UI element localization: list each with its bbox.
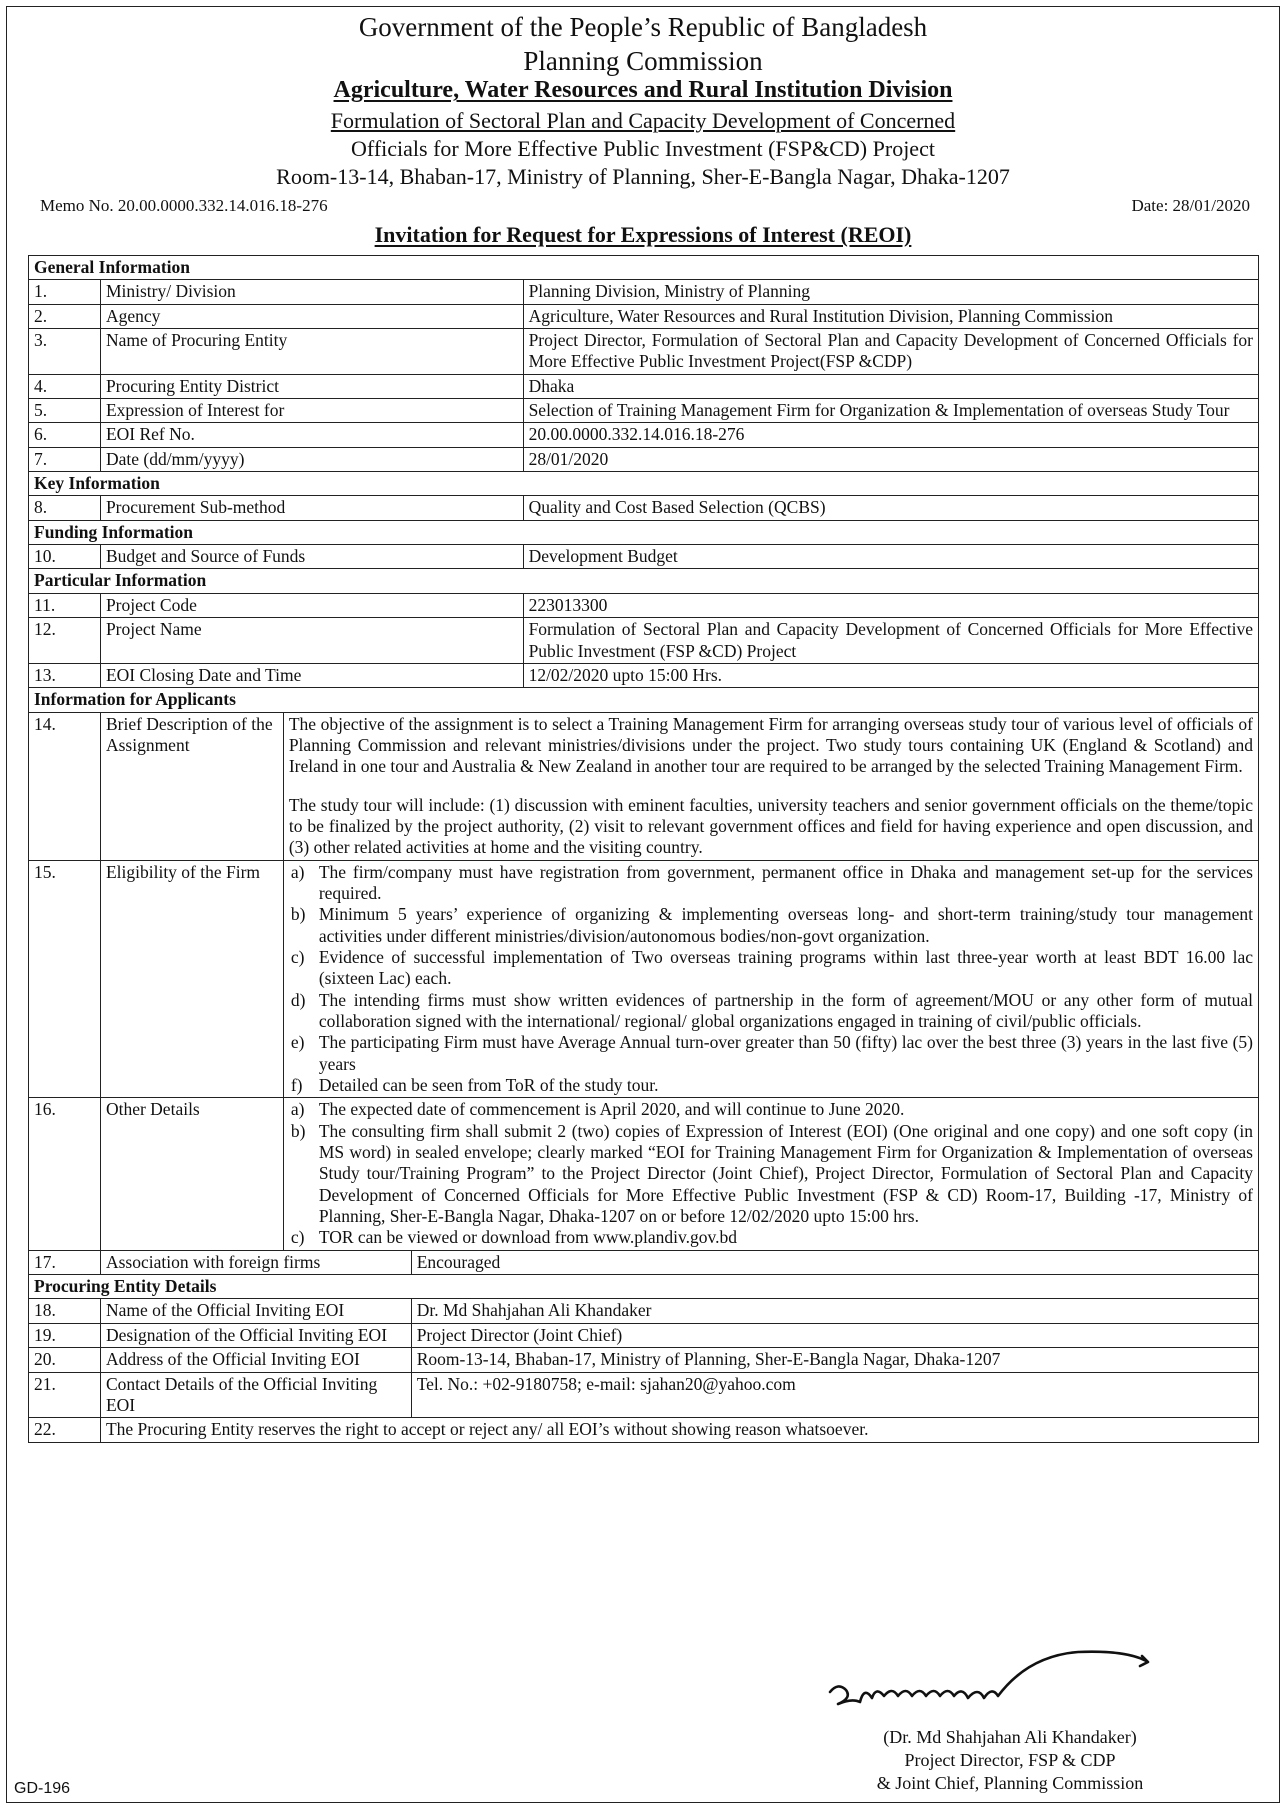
list-item xyxy=(289,904,1253,947)
table-row xyxy=(29,447,1259,471)
row-label: Eligibility of the Firm xyxy=(100,860,283,1098)
list-item xyxy=(289,1227,1253,1248)
reservation-clause: The Procuring Entity reserves the right to accept or reject any/ all EOI’s without showing reason whatsoever. xyxy=(100,1418,1258,1442)
list-item xyxy=(289,1075,1253,1096)
row-number: 1. xyxy=(29,280,101,304)
table-row xyxy=(29,860,1259,1098)
row-label: Procuring Entity District xyxy=(100,374,523,398)
row-label: Brief Description of the Assignment xyxy=(100,712,283,860)
header-project-line1: Formulation of Sectoral Plan and Capacity Development of Concerned xyxy=(330,108,956,133)
document-title: Invitation for Request for Expressions of Interest (REOI) xyxy=(374,222,912,247)
row-label: Ministry/ Division xyxy=(100,280,523,304)
section-heading: Funding Information xyxy=(29,520,1259,544)
row-label: Address of the Official Inviting EOI xyxy=(100,1348,411,1372)
table-row xyxy=(29,399,1259,423)
table-row xyxy=(29,1372,1259,1418)
row-value: Quality and Cost Based Selection (QCBS) xyxy=(523,496,1258,520)
row-value: Room-13-14, Bhaban-17, Ministry of Planning, Sher-E-Bangla Nagar, Dhaka-1207 xyxy=(411,1348,1258,1372)
header-project-line2: Officials for More Effective Public Investment (FSP&CD) Project xyxy=(351,136,935,161)
row-value: Project Director, Formulation of Sectoral Plan and Capacity Development of Concerned Officials for More Effective Public Investment Project(FSP &CDP) xyxy=(523,329,1258,375)
row-label: EOI Ref No. xyxy=(100,423,523,447)
header-government: Government of the People’s Republic of Bangladesh xyxy=(358,12,928,42)
row-number: 7. xyxy=(29,447,101,471)
row-number: 13. xyxy=(29,663,101,687)
section-row xyxy=(29,1275,1259,1299)
section-heading: Information for Applicants xyxy=(29,688,1259,712)
table-row xyxy=(29,1348,1259,1372)
row-label: Project Name xyxy=(100,618,523,664)
table-row xyxy=(29,1299,1259,1323)
table-row xyxy=(29,618,1259,664)
list-item xyxy=(289,1121,1253,1228)
reoi-table xyxy=(28,255,1259,1443)
row-label: Association with foreign firms xyxy=(100,1250,411,1274)
memo-number: Memo No. 20.00.0000.332.14.016.18-276 xyxy=(40,196,328,215)
row-label: Project Code xyxy=(100,593,523,617)
list-marker: e) xyxy=(290,1032,305,1053)
section-row xyxy=(29,256,1259,280)
section-row xyxy=(29,520,1259,544)
row-label: Budget and Source of Funds xyxy=(100,545,523,569)
list-text: The consulting firm shall submit 2 (two) copies of Expression of Interest (EOI) (One original and one copy) and one soft copy (in MS word) in sealed envelope; clearly marked “EOI for Training Management Firm for Organization & Implementation of overseas Study tour/Training Program” to the Project Director (Joint Chief), Project Director, Formulation of Sectoral Plan and Capacity Development of Concerned Officials for More Effective Public Investment (FSP & CD) Room-17, Building -17, Ministry of Planning, Sher-E-Bangla Nagar, Dhaka-1207 on or before 12/02/2020 upto 15:00 hrs. xyxy=(318,1120,1253,1227)
eligibility-list-cell xyxy=(283,860,1258,1098)
list-marker: a) xyxy=(290,1099,305,1120)
list-item xyxy=(289,1099,1253,1120)
list-marker: b) xyxy=(290,904,306,925)
row-value: 28/01/2020 xyxy=(523,447,1258,471)
section-row xyxy=(29,569,1259,593)
row-number: 8. xyxy=(29,496,101,520)
row-value: Formulation of Sectoral Plan and Capacity Development of Concerned Officials for More Effective Public Investment (FSP &CD) Project xyxy=(523,618,1258,664)
footer-code: GD-196 xyxy=(14,1780,71,1797)
header-commission: Planning Commission xyxy=(523,46,763,76)
row-value: 20.00.0000.332.14.016.18-276 xyxy=(523,423,1258,447)
table-row xyxy=(29,304,1259,328)
assignment-description xyxy=(283,712,1258,860)
row-value: 12/02/2020 upto 15:00 Hrs. xyxy=(523,663,1258,687)
list-text: TOR can be viewed or download from www.plandiv.gov.bd xyxy=(318,1227,737,1248)
list-marker: f) xyxy=(290,1075,303,1096)
list-text: The participating Firm must have Average Annual turn-over greater than 50 (fifty) lac over the best three (3) years in the last five (5) years xyxy=(318,1032,1253,1074)
row-label: Expression of Interest for xyxy=(100,399,523,423)
row-number: 11. xyxy=(29,593,101,617)
row-label: Designation of the Official Inviting EOI xyxy=(100,1323,411,1347)
row-number: 6. xyxy=(29,423,101,447)
list-text: The intending firms must show written evidences of partnership in the form of agreement/MOU or any other form of mutual collaboration signed with the international/ regional/ global organizations engaged in training of civil/public officials. xyxy=(318,989,1253,1031)
table-row xyxy=(29,496,1259,520)
assignment-objective: The objective of the assignment is to select a Training Management Firm for arranging overseas study tour of various level of officials of Planning Commission and relevant ministries/divisions under the project. Two study tours containing UK (England & Scotland) and Ireland in one tour and Australia & New Zealand in another tour are required to be arranged by the selected Training Management Firm. xyxy=(288,713,1253,777)
row-number: 12. xyxy=(29,618,101,664)
table-row xyxy=(29,423,1259,447)
row-number: 15. xyxy=(29,860,101,1098)
signatory-name: (Dr. Md Shahjahan Ali Khandaker) xyxy=(883,1727,1137,1747)
row-value: Project Director (Joint Chief) xyxy=(411,1323,1258,1347)
row-label: Contact Details of the Official Inviting EOI xyxy=(100,1372,411,1418)
list-text: Minimum 5 years’ experience of organizing & implementing overseas long- and short-term training/study tour management activities under different ministries/division/autonomous bodies/non-govt organization. xyxy=(318,904,1253,946)
row-number: 4. xyxy=(29,374,101,398)
row-value: Dhaka xyxy=(523,374,1258,398)
row-value: Dr. Md Shahjahan Ali Khandaker xyxy=(411,1299,1258,1323)
header-address: Room-13-14, Bhaban-17, Ministry of Planning, Sher-E-Bangla Nagar, Dhaka-1207 xyxy=(276,164,1010,189)
list-text: The expected date of commencement is April 2020, and will continue to June 2020. xyxy=(318,1099,905,1120)
section-row xyxy=(29,472,1259,496)
list-text: Evidence of successful implementation of Two overseas training programs within last three-year worth at least BDT 16.00 lac (sixteen Lac) each. xyxy=(318,946,1253,989)
row-number: 19. xyxy=(29,1323,101,1347)
row-number: 20. xyxy=(29,1348,101,1372)
list-marker: a) xyxy=(290,861,305,882)
row-value: Planning Division, Ministry of Planning xyxy=(523,280,1258,304)
list-marker: c) xyxy=(290,946,305,967)
row-value: Agriculture, Water Resources and Rural Institution Division, Planning Commission xyxy=(523,304,1258,328)
table-row xyxy=(29,1418,1259,1442)
table-row xyxy=(29,329,1259,375)
row-number: 16. xyxy=(29,1098,101,1250)
section-heading: Key Information xyxy=(29,472,1259,496)
row-value: 223013300 xyxy=(523,593,1258,617)
table-row xyxy=(29,663,1259,687)
row-number: 10. xyxy=(29,545,101,569)
row-value: Selection of Training Management Firm for Organization & Implementation of overseas Study Tour xyxy=(523,399,1258,423)
signature-mark xyxy=(820,1640,1240,1720)
table-row xyxy=(29,280,1259,304)
table-row xyxy=(29,1250,1259,1274)
list-marker: c) xyxy=(290,1227,305,1248)
list-marker: b) xyxy=(290,1120,306,1141)
row-value: Development Budget xyxy=(523,545,1258,569)
signatory-office: & Joint Chief, Planning Commission xyxy=(876,1773,1144,1793)
list-item xyxy=(289,990,1253,1033)
row-label: Other Details xyxy=(100,1098,283,1250)
row-number: 22. xyxy=(29,1418,101,1442)
table-row xyxy=(29,712,1259,860)
row-label: Procurement Sub-method xyxy=(100,496,523,520)
other-details-cell xyxy=(283,1098,1258,1250)
list-item xyxy=(289,947,1253,990)
row-number: 17. xyxy=(29,1250,101,1274)
row-label: Name of Procuring Entity xyxy=(100,329,523,375)
memo-date: Date: 28/01/2020 xyxy=(1131,196,1250,215)
header-division: Agriculture, Water Resources and Rural Institution Division xyxy=(333,77,953,103)
table-row xyxy=(29,1098,1259,1250)
section-heading: Procuring Entity Details xyxy=(29,1275,1259,1299)
signatory-designation: Project Director, FSP & CDP xyxy=(904,1750,1116,1770)
table-row xyxy=(29,1323,1259,1347)
eligibility-list xyxy=(289,862,1253,1097)
section-heading: Particular Information xyxy=(29,569,1259,593)
assignment-study-tour: The study tour will include: (1) discussion with eminent faculties, university teachers and senior government officials on the theme/topic to be finalized by the project authority, (2) visit to relevant government offices and field for having experience and open discussion, and (3) other related activities at home and the visiting country. xyxy=(288,794,1253,858)
row-value: Tel. No.: +02-9180758; e-mail: sjahan20@yahoo.com xyxy=(411,1372,1258,1418)
row-number: 14. xyxy=(29,712,101,860)
list-item xyxy=(289,862,1253,905)
list-text: The firm/company must have registration from government, permanent office in Dhaka and management set-up for the services required. xyxy=(318,861,1253,903)
other-details-list xyxy=(289,1099,1253,1248)
row-label: Name of the Official Inviting EOI xyxy=(100,1299,411,1323)
list-text: Detailed can be seen from ToR of the study tour. xyxy=(318,1075,659,1096)
row-number: 18. xyxy=(29,1299,101,1323)
list-item xyxy=(289,1032,1253,1075)
table-row xyxy=(29,593,1259,617)
row-number: 2. xyxy=(29,304,101,328)
list-marker: d) xyxy=(290,989,306,1010)
section-row xyxy=(29,688,1259,712)
section-heading: General Information xyxy=(29,256,1259,280)
row-label: EOI Closing Date and Time xyxy=(100,663,523,687)
row-number: 3. xyxy=(29,329,101,375)
row-number: 5. xyxy=(29,399,101,423)
row-label: Date (dd/mm/yyyy) xyxy=(100,447,523,471)
table-row xyxy=(29,545,1259,569)
row-label: Agency xyxy=(100,304,523,328)
table-row xyxy=(29,374,1259,398)
row-number: 21. xyxy=(29,1372,101,1418)
row-value: Encouraged xyxy=(411,1250,1258,1274)
